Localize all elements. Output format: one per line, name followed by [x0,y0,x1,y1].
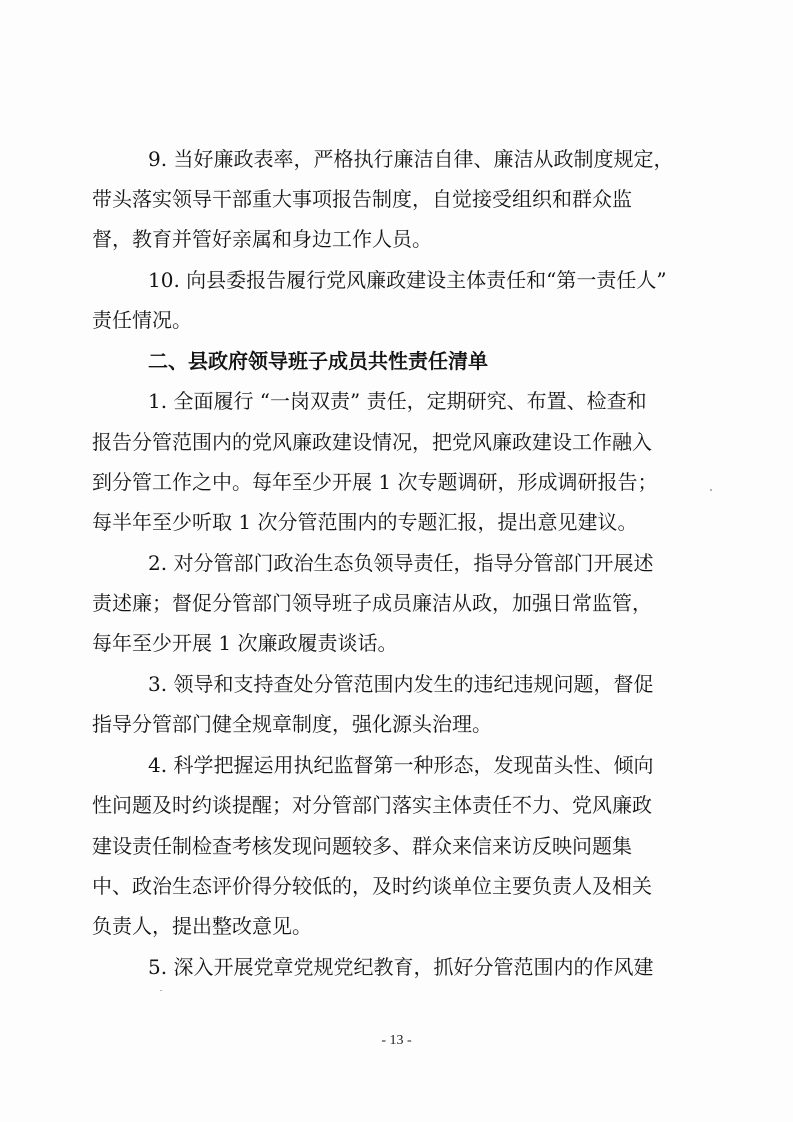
paragraph-line [0,543,793,583]
paragraph-line [0,906,793,946]
paragraph-line [0,260,793,300]
item-1-line-2: 报告分管范围内的党风廉政建设情况，把党风廉政建设工作融入 [92,430,652,454]
item-1-line-4: 每半年至少听取 1 次分管范围内的专题汇报，提出意见建议。 [92,510,638,534]
paragraph-line [0,300,793,340]
item-3-line-2: 指导分管部门健全规章制度，强化源头治理。 [92,712,492,736]
paragraph-line [0,219,793,259]
item-1-line-3: 到分管工作之中。每年至少开展 1 次专题调研，形成调研报告； [92,470,658,494]
item-4-line-1: 4. 科学把握运用执纪监督第一种形态，发现苗头性、倾向 [148,753,654,777]
paragraph-line [0,745,793,785]
item-9-line-3: 督，教育并管好亲属和身边工作人员。 [92,227,432,251]
page-number: - 13 - [381,1033,412,1048]
paragraph-line [0,704,793,744]
item-9-line-1: 9. 当好廉政表率，严格执行廉洁自律、廉洁从政制度规定， [148,147,674,171]
paragraph-line [0,785,793,825]
paragraph-line [0,583,793,623]
item-9-line-2: 带头落实领导干部重大事项报告制度，自觉接受组织和群众监 [92,187,632,211]
item-3-line-1: 3. 领导和支持查处分管范围内发生的违纪违规问题，督促 [148,672,654,696]
paragraph-line [0,179,793,219]
item-2-line-3: 每年至少开展 1 次廉政履责谈话。 [92,631,398,655]
item-4-line-4: 中、政治生态评价得分较低的，及时约谈单位主要负责人及相关 [92,874,652,898]
paragraph-line [0,947,793,987]
item-2-line-2: 责述廉；督促分管部门领导班子成员廉洁从政，加强日常监管， [92,591,652,615]
section-heading-text: 二、县政府领导班子成员共性责任清单 [148,349,488,373]
paragraph-line [0,623,793,663]
item-4-line-3: 建设责任制检查考核发现问题较多、群众来信来访反映问题集 [92,834,632,858]
scan-speck [710,489,712,491]
paragraph-line [0,502,793,542]
paragraph-line [0,664,793,704]
paragraph-line [0,826,793,866]
item-2-line-1: 2. 对分管部门政治生态负领导责任，指导分管部门开展述 [148,551,654,575]
paragraph-line [0,462,793,502]
item-10-line-1: 10. 向县委报告履行党风廉政建设主体责任和“第一责任人” [148,268,667,292]
paragraph-line [0,139,793,179]
item-5-line-1: 5. 深入开展党章党规党纪教育，抓好分管范围内的作风建 [148,955,654,979]
scan-speck [160,990,162,991]
item-4-line-5: 负责人，提出整改意见。 [92,914,312,938]
paragraph-line [0,866,793,906]
paragraph-line [0,422,793,462]
item-1-line-1: 1. 全面履行 “一岗双责” 责任，定期研究、布置、检查和 [148,389,647,413]
section-heading [0,341,793,381]
paragraph-line [0,381,793,421]
item-10-line-2: 责任情况。 [92,308,192,332]
item-4-line-2: 性问题及时约谈提醒；对分管部门落实主体责任不力、党风廉政 [92,793,652,817]
